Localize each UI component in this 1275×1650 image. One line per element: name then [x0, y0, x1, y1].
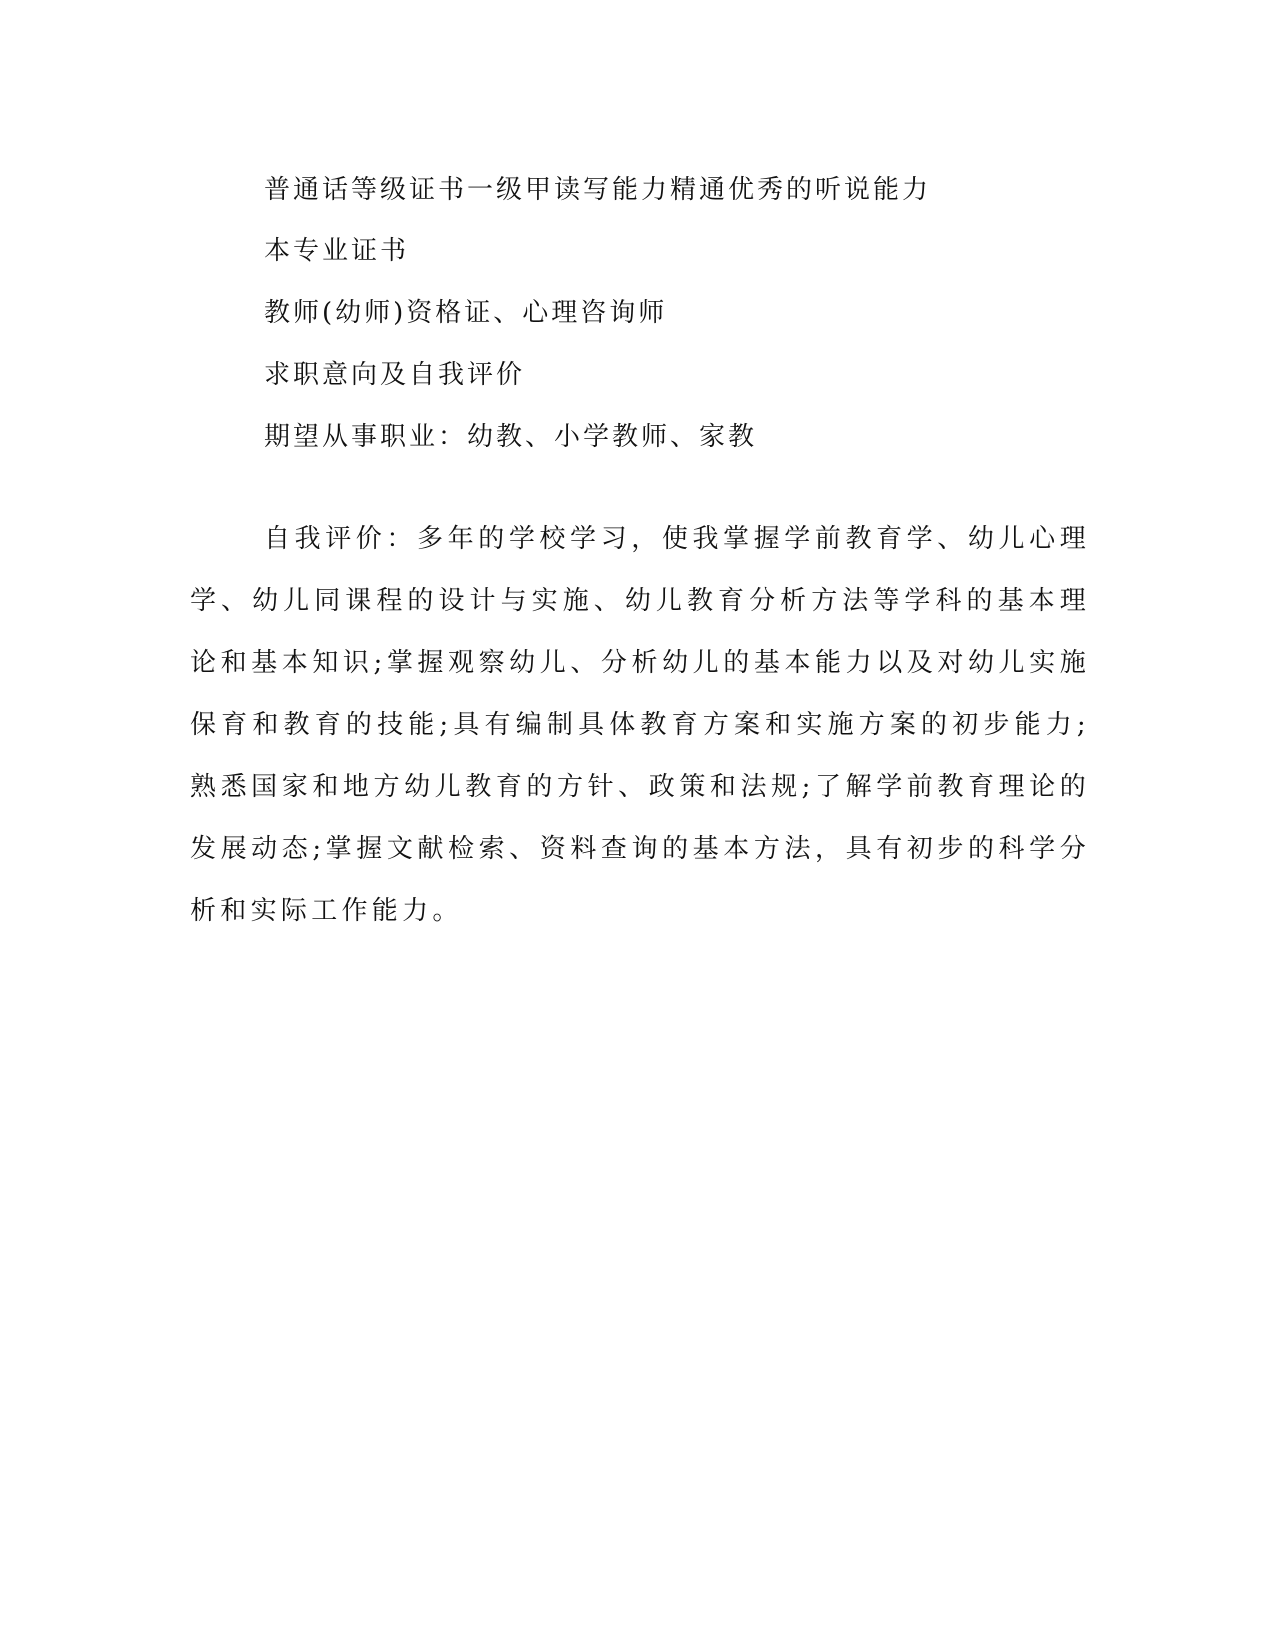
desired-occupation-line: 期望从事职业：幼教、小学教师、家教 — [264, 422, 758, 452]
self-evaluation-paragraph: 自我评价：多年的学校学习，使我掌握学前教育学、幼儿心理学、幼儿同课程的设计与实施、幼儿教育分析方法等学科的基本理论和基本知识;掌握观察幼儿、分析幼儿的基本能力以及对幼儿实施保育和教育的技能;具有编制具体教育方案和实施方案的初步能力;熟悉国家和地方幼儿教育的方针、政策和法规;了解学前教育理论的发展动态;掌握文献检索、资料查询的基本方法，具有初步的科学分析和实际工作能力。 — [190, 524, 1090, 926]
certificate-putonghua-line: 普通话等级证书一级甲读写能力精通优秀的听说能力 — [264, 175, 932, 205]
professional-certificate-heading: 本专业证书 — [264, 236, 410, 266]
job-intention-heading: 求职意向及自我评价 — [264, 360, 526, 390]
teacher-certificate-line: 教师(幼师)资格证、心理咨询师 — [264, 298, 668, 328]
